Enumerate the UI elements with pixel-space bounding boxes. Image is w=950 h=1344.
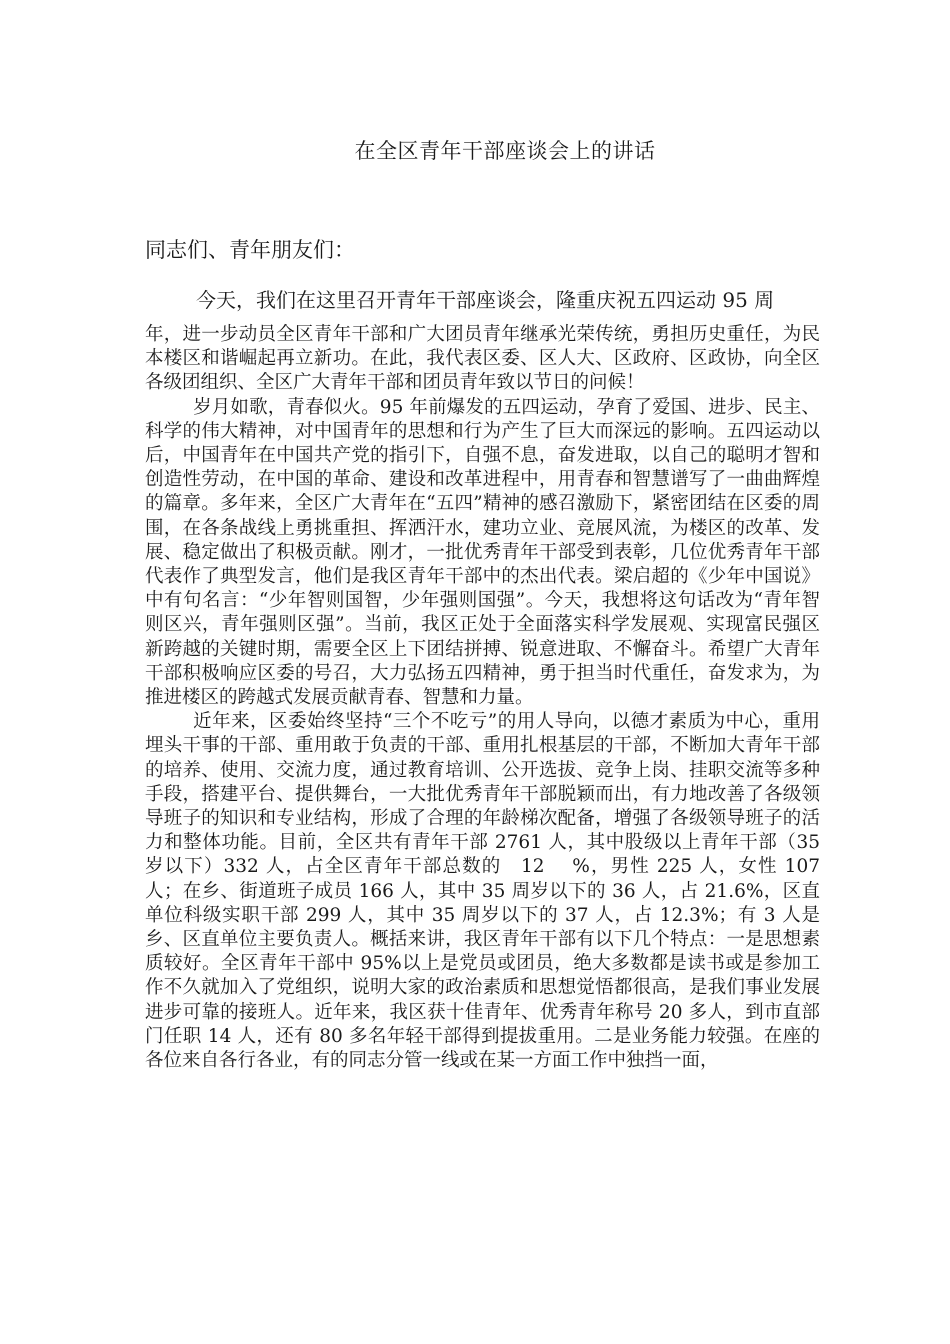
lead-line: [196, 285, 836, 316]
paragraph-may-fourth: 岁月如歌，青春似火。95 年前爆发的五四运动，孕育了爱国、进步、民主、科学的伟大精神，对中国青年的思想和行为产生了巨大而深远的影响。五四运动以后，中国青年在中国共产党的指引下，自强不息，奋发进取，以自己的聪明才智和创造性劳动，在中国的革命、建设和改革进程中，用青春和智慧谱写了一曲曲辉煌的篇章。多年来，全区广大青年在“五四”精神的感召激励下，紧密团结在区委的周围，在各条战线上勇挑重担、挥洒汗水，建功立业、竞展风流，为楼区的改革、发展、稳定做出了积极贡献。刚才，一批优秀青年干部受到表彰，几位优秀青年干部代表作了典型发言，他们是我区青年干部中的杰出代表。梁启超的《少年中国说》中有句名言：“少年智则国智，少年强则国强”。今天，我想将这句话改为“青年智则区兴，青年强则区强”。当前，我区正处于全面落实科学发展观、实现富民强区新跨越的关键时期，需要全区上下团结拼搏、锐意进取、不懈奋斗。希望广大青年干部积极响应区委的号召，大力弘扬五四精神，勇于担当时代重任，奋发求为，为推进楼区的跨越式发展贡献青春、智慧和力量。: [145, 396, 820, 709]
lead-line-part-1: 今天，我们在这里召开青年干部座谈: [196, 288, 516, 312]
paragraph-cadre-statistics: 近年来，区委始终坚持“三个不吃亏”的用人导向，以德才素质为中心，重用埋头干事的干部、重用敢于负责的干部、重用扎根基层的干部，不断加大青年干部的培养、使用、交流力度，通过教育培训、公开选拔、竞争上岗、挂职交流等多种手段，搭建平台、提供舞台，一大批优秀青年干部脱颖而出，有力地改善了各级领导班子的知识和专业结构，形成了合理的年龄梯次配备，增强了各级领导班子的活力和整体功能。目前，全区共有青年干部 2761 人，其中股级以上青年干部（35 岁以下）332 人，占全区青年干部总数的 12 %，男性 225 人，女性 107 人；在乡、街道班子成员 166 人，其中 35 周岁以下的 36 人，占 21.6%，区直单位科级实职干部 299 人，其中 35 周岁以下的 37 人，占 12.3%；有 3 人是乡、区直单位主要负责人。概括来讲，我区青年干部有以下几个特点：一是思想素质较好。全区青年干部中 95%以上是党员或团员，绝大多数都是读书或是参加工作不久就加入了党组织，说明大家的政治素质和思想觉悟都很高，是我们事业发展进步可靠的接班人。近年来，我区获十佳青年、优秀青年称号 20 多人，到市直部门任职 14 人，还有 80 多名年轻干部得到提拔重用。二是业务能力较强。在座的各位来自各行各业，有的同志分管一线或在某一方面工作中独挡一面，: [145, 711, 820, 1072]
paragraph-continuation: 年，进一步动员全区青年干部和广大团员青年继承光荣传统，勇担历史重任，为民本楼区和谐崛起再立新功。在此，我代表区委、区人大、区政府、区政协，向全区各级团组织、全区广大青年干部和团员青年致以节日的问候！: [145, 324, 820, 394]
lead-line-part-2: 会，隆重庆祝五四运动 95 周: [516, 288, 775, 312]
document-title: 在全区青年干部座谈会上的讲话: [354, 139, 656, 163]
body-text: [145, 323, 820, 1073]
salutation: 同志们、青年朋友们：: [145, 238, 355, 262]
